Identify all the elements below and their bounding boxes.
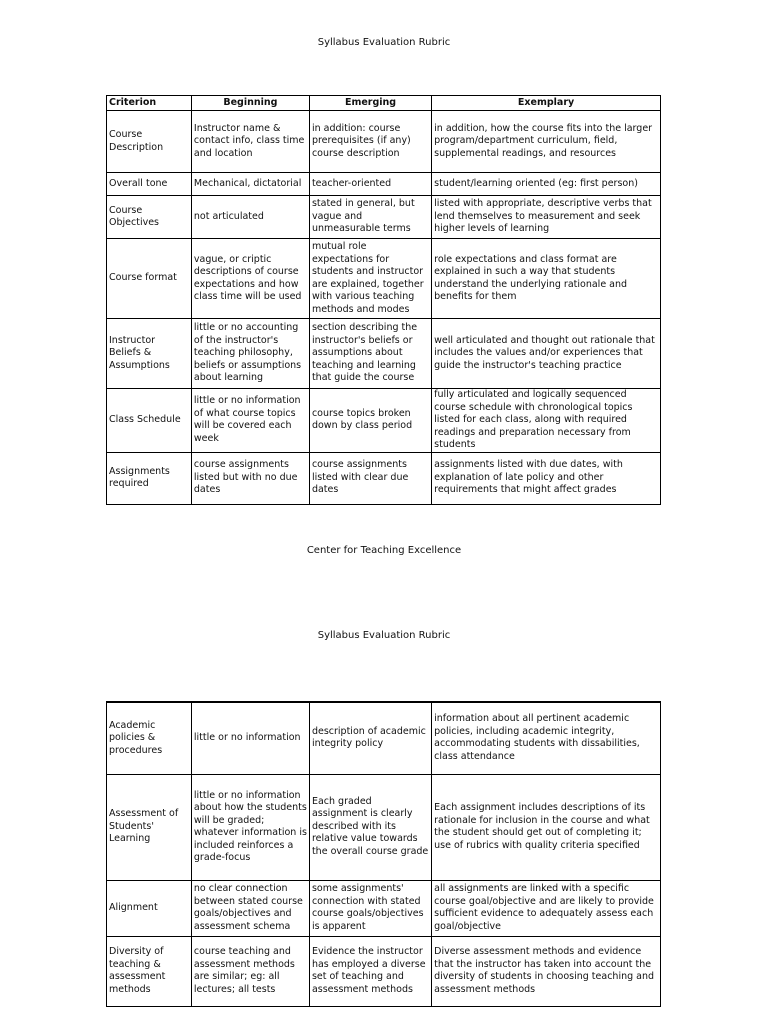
criterion-cell: Course format — [107, 239, 192, 319]
criterion-cell: Class Schedule — [107, 389, 192, 453]
emerging-cell: description of academic integrity policy — [309, 702, 431, 774]
table-header-row — [107, 96, 661, 111]
emerging-cell: mutual role expectations for students and instructor are explained, together with various teaching methods and modes — [309, 239, 431, 319]
exemplary-cell: student/learning oriented (eg: first person) — [432, 173, 661, 196]
criterion-cell: Course Objectives — [107, 196, 192, 239]
header-beginning: Beginning — [191, 96, 309, 111]
emerging-cell: Each graded assignment is clearly described with its relative value towards the overall course grade — [309, 774, 431, 880]
table-row — [107, 173, 661, 196]
exemplary-cell: all assignments are linked with a specific course goal/objective and are likely to provide sufficient evidence to adequately assess each goal/objective — [432, 880, 661, 936]
beginning-cell: little or no information about how the students will be graded; whatever information is included reinforces a grade-focus — [191, 774, 309, 880]
table-row — [107, 880, 661, 936]
exemplary-cell: Diverse assessment methods and evidence that the instructor has taken into account the diversity of students in choosing teaching and assessment methods — [432, 936, 661, 1006]
exemplary-cell: fully articulated and logically sequenced course schedule with chronological topics listed for each class, along with required readings and preparation necessary from students — [432, 389, 661, 453]
exemplary-cell: assignments listed with due dates, with explanation of late policy and other requirements that might affect grades — [432, 452, 661, 504]
beginning-cell: not articulated — [191, 196, 309, 239]
emerging-cell: stated in general, but vague and unmeasurable terms — [309, 196, 431, 239]
beginning-cell: course teaching and assessment methods are similar; eg: all lectures; all tests — [191, 936, 309, 1006]
exemplary-cell: in addition, how the course fits into the larger program/department curriculum, field, supplemental readings, and resources — [432, 111, 661, 173]
emerging-cell: some assignments' connection with stated course goals/objectives is apparent — [309, 880, 431, 936]
rubric-table-page-1 — [106, 95, 661, 505]
page-title: Syllabus Evaluation Rubric — [317, 37, 451, 48]
criterion-cell: Academic policies & procedures — [107, 702, 192, 774]
criterion-cell: Alignment — [107, 880, 192, 936]
criterion-cell: Overall tone — [107, 173, 192, 196]
table-row — [107, 936, 661, 1006]
beginning-cell: little or no information — [191, 702, 309, 774]
exemplary-cell: Each assignment includes descriptions of its rationale for inclusion in the course and what the student should get out of completing it; use of rubrics with quality criteria specified — [432, 774, 661, 880]
exemplary-cell: listed with appropriate, descriptive verbs that lend themselves to measurement and seek higher levels of learning — [432, 196, 661, 239]
beginning-cell: Mechanical, dictatorial — [191, 173, 309, 196]
exemplary-cell: role expectations and class format are explained in such a way that students understand the underlying rationale and benefits for them — [432, 239, 661, 319]
emerging-cell: section describing the instructor's beliefs or assumptions about teaching and learning that guide the course — [309, 319, 431, 389]
criterion-cell: Assignments required — [107, 452, 192, 504]
emerging-cell: Evidence the instructor has employed a diverse set of teaching and assessment methods — [309, 936, 431, 1006]
criterion-cell: Assessment of Students' Learning — [107, 774, 192, 880]
beginning-cell: vague, or criptic descriptions of course expectations and how class time will be used — [191, 239, 309, 319]
header-exemplary: Exemplary — [432, 96, 661, 111]
table-row — [107, 111, 661, 173]
emerging-cell: course topics broken down by class period — [309, 389, 431, 453]
header-criterion: Criterion — [107, 96, 192, 111]
criterion-cell: Diversity of teaching & assessment methods — [107, 936, 192, 1006]
header-emerging: Emerging — [309, 96, 431, 111]
exemplary-cell: well articulated and thought out rationale that includes the values and/or experiences that guide the instructor's teaching practice — [432, 319, 661, 389]
emerging-cell: teacher-oriented — [309, 173, 431, 196]
table-row — [107, 702, 661, 774]
table-row — [107, 196, 661, 239]
exemplary-cell: information about all pertinent academic policies, including academic integrity, accommodating students with dissabilities, class attendance — [432, 702, 661, 774]
beginning-cell: little or no information of what course topics will be covered each week — [191, 389, 309, 453]
beginning-cell: little or no accounting of the instructor's teaching philosophy, beliefs or assumptions about learning — [191, 319, 309, 389]
beginning-cell: Instructor name & contact info, class time and location — [191, 111, 309, 173]
beginning-cell: no clear connection between stated course goals/objectives and assessment schema — [191, 880, 309, 936]
page-title: Syllabus Evaluation Rubric — [317, 630, 451, 641]
table-row — [107, 452, 661, 504]
emerging-cell: course assignments listed with clear due dates — [309, 452, 431, 504]
page-footer: Center for Teaching Excellence — [306, 545, 462, 556]
rubric-table-page-2 — [106, 701, 661, 1007]
table-row — [107, 239, 661, 319]
beginning-cell: course assignments listed but with no due dates — [191, 452, 309, 504]
table-row — [107, 319, 661, 389]
criterion-cell: Course Description — [107, 111, 192, 173]
table-row — [107, 389, 661, 453]
table-row — [107, 774, 661, 880]
emerging-cell: in addition: course prerequisites (if any) course description — [309, 111, 431, 173]
criterion-cell: Instructor Beliefs & Assumptions — [107, 319, 192, 389]
